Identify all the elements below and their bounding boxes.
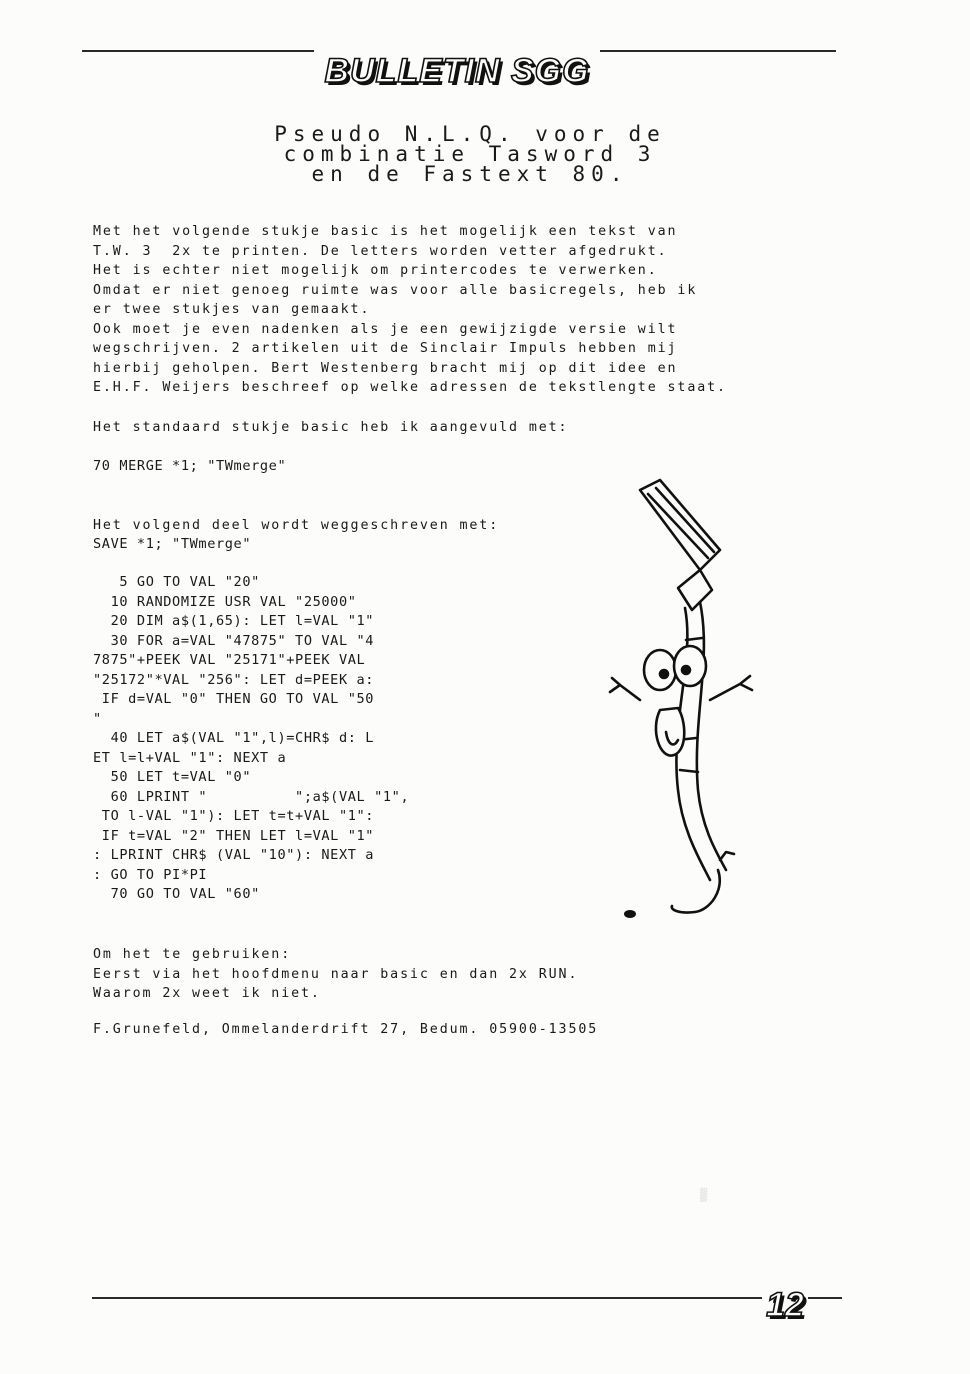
signature: F.Grunefeld, Ommelanderdrift 27, Bedum. 05900-13505: [93, 1022, 599, 1037]
bottom-rule-right: [808, 1297, 842, 1299]
code-line: : LPRINT CHR$ (VAL "10"): NEXT a: [93, 847, 375, 863]
code-line: "25172"*VAL "256": LET d=PEEK a:: [93, 671, 375, 688]
code-line: TO l-VAL "1"): LET t=t+VAL "1":: [93, 808, 375, 824]
save-intro: Het volgend deel wordt weggeschreven met:: [93, 518, 500, 533]
code-line: ET l=l+VAL "1": NEXT a: [93, 749, 287, 766]
masthead: BULLETIN SGG: [324, 51, 590, 90]
page-number: 12: [766, 1285, 804, 1324]
top-rule-left: [82, 50, 314, 52]
intro-line: E.H.F. Weijers beschreef op welke adressen de tekstlengte staat.: [93, 380, 727, 395]
usage-line: Om het te gebruiken:: [93, 947, 292, 962]
code-line: 10 RANDOMIZE USR VAL "25000": [93, 593, 357, 610]
title-line-2: combinatie Tasword 3: [283, 142, 657, 166]
intro-line: Ook moet je even nadenken als je een gewijzigde versie wilt: [93, 321, 678, 337]
merge-line: 70 MERGE *1; "TWmerge": [93, 458, 287, 474]
code-line: : GO TO PI*PI: [93, 866, 208, 883]
code-line: IF t=VAL "2" THEN LET l=VAL "1": [93, 827, 375, 844]
code-line: 5 GO TO VAL "20": [93, 574, 260, 590]
code-line: IF d=VAL "0" THEN GO TO VAL "50: [93, 691, 375, 707]
intro-line: Omdat er niet genoeg ruimte was voor alle basicregels, heb ik: [93, 282, 698, 298]
intro-line: T.W. 3 2x te printen. De letters worden vetter afgedrukt.: [93, 243, 668, 259]
bleed-through: ▒: [700, 1188, 708, 1202]
code-line: ": [93, 710, 102, 727]
cable-cartoon-illustration: [600, 470, 770, 930]
title-line-3: en de Fastext 80.: [311, 162, 629, 186]
intro-line: hierbij geholpen. Bert Westenberg bracht mij op dit idee en: [93, 360, 678, 376]
intro-line: Met het volgende stukje basic is het mogelijk een tekst van: [93, 224, 678, 239]
usage-line: Waarom 2x weet ik niet.: [93, 986, 321, 1001]
code-line: 20 DIM a$(1,65): LET l=VAL "1": [93, 613, 375, 629]
save-line: SAVE *1; "TWmerge": [93, 536, 252, 552]
intro-line: wegschrijven. 2 artikelen uit de Sinclair Impuls hebben mij: [93, 341, 678, 356]
code-line: 7875"+PEEK VAL "25171"+PEEK VAL: [93, 652, 366, 668]
bottom-rule: [92, 1297, 762, 1299]
top-rule-right: [600, 50, 836, 52]
usage-line: Eerst via het hoofdmenu naar basic en dan 2x RUN.: [93, 966, 579, 982]
code-line: 70 GO TO VAL "60": [93, 886, 260, 902]
title-line-1: Pseudo N.L.Q. voor de: [274, 122, 666, 146]
code-line: 40 LET a$(VAL "1",l)=CHR$ d: L: [93, 730, 375, 746]
code-line: 30 FOR a=VAL "47875" TO VAL "4: [93, 632, 375, 649]
intro-line: er twee stukjes van gemaakt.: [93, 302, 371, 317]
intro-line: Het is echter niet mogelijk om printercodes te verwerken.: [93, 263, 658, 278]
code-line: 60 LPRINT " ";a$(VAL "1",: [93, 788, 410, 805]
standard-intro: Het standaard stukje basic heb ik aangevuld met:: [93, 420, 569, 435]
code-line: 50 LET t=VAL "0": [93, 769, 252, 785]
